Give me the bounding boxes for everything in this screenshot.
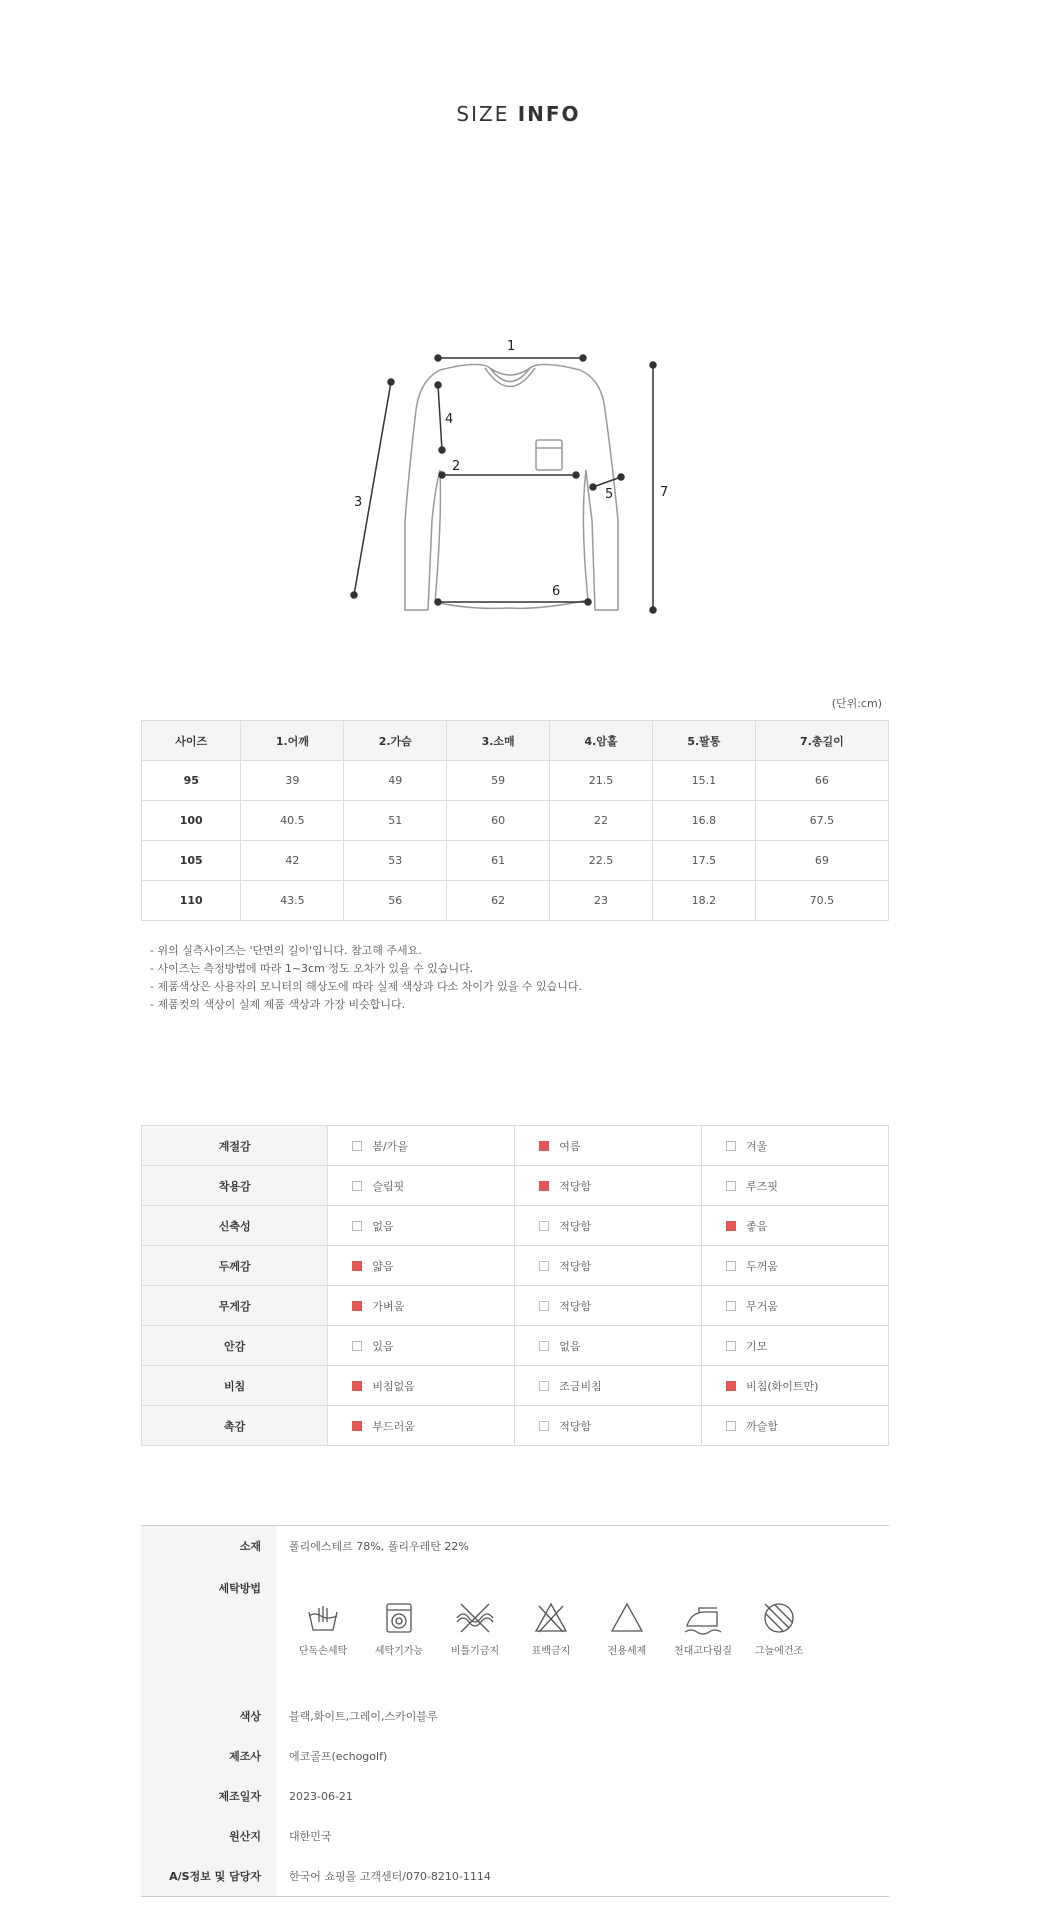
info-label: 세탁방법 — [141, 1566, 277, 1696]
feel-option-label: 적당함 — [559, 1179, 592, 1193]
info-row-as — [141, 1856, 889, 1896]
feel-option-label: 여름 — [559, 1139, 581, 1153]
info-row-material — [141, 1526, 889, 1566]
wash-item: 표백금지 — [513, 1600, 589, 1657]
size-cell: 110 — [142, 881, 241, 921]
unchecked-box-icon — [352, 1181, 362, 1191]
feel-option-label: 얇음 — [372, 1259, 394, 1273]
feel-option — [702, 1286, 889, 1326]
info-value: 에코골프(echogolf) — [289, 1750, 388, 1763]
unchecked-box-icon — [726, 1261, 736, 1271]
unchecked-box-icon — [352, 1141, 362, 1151]
table-row — [142, 1206, 889, 1246]
note-line: - 위의 실측사이즈는 '단면의 길이'입니다. 참고해 주세요. — [150, 944, 422, 957]
measure-cell: 70.5 — [755, 881, 888, 921]
hand-wash-icon — [305, 1600, 341, 1636]
size-table-header — [142, 721, 889, 761]
measure-cell: 23 — [550, 881, 653, 921]
unchecked-box-icon — [726, 1341, 736, 1351]
header-cell: 2.가슴 — [344, 721, 447, 761]
feel-label: 착용감 — [142, 1166, 328, 1206]
feel-option-label: 비침없음 — [372, 1379, 415, 1393]
feel-option-label: 조금비침 — [559, 1379, 602, 1393]
feel-option-label: 겨울 — [746, 1139, 768, 1153]
measure-cell: 16.8 — [652, 801, 755, 841]
header-cell: 3.소매 — [447, 721, 550, 761]
wash-item: 단독손세탁 — [285, 1600, 361, 1657]
measure-cell: 42 — [241, 841, 344, 881]
checked-box-icon — [726, 1381, 736, 1391]
garment-measurement-diagram — [340, 320, 680, 620]
feel-option-label: 적당함 — [559, 1219, 592, 1233]
feel-label: 계절감 — [142, 1126, 328, 1166]
unchecked-box-icon — [539, 1301, 549, 1311]
unchecked-box-icon — [539, 1221, 549, 1231]
diagram-label-1: 1 — [507, 339, 516, 354]
info-label: 색상 — [141, 1696, 277, 1736]
feel-option-label: 슬림핏 — [372, 1179, 405, 1193]
feel-option-label: 무거움 — [746, 1299, 778, 1313]
table-row — [142, 1246, 889, 1286]
feel-label: 무게감 — [142, 1286, 328, 1326]
info-row-maker — [141, 1736, 889, 1776]
wash-item: 그늘에건조 — [741, 1600, 817, 1657]
info-label: 원산지 — [141, 1816, 277, 1856]
feel-option — [328, 1326, 515, 1366]
table-row — [142, 1166, 889, 1206]
checked-box-icon — [352, 1261, 362, 1271]
info-label: 소재 — [141, 1526, 277, 1566]
note-line: - 제품색상은 사용자의 모니터의 해상도에 따라 실제 색상과 다소 차이가 있을 수 있습니다. — [150, 980, 582, 993]
diagram-label-7: 7 — [660, 485, 669, 500]
feel-option-label: 봄/가을 — [372, 1139, 408, 1153]
size-cell: 95 — [142, 761, 241, 801]
unchecked-box-icon — [352, 1341, 362, 1351]
size-cell: 105 — [142, 841, 241, 881]
unchecked-box-icon — [539, 1421, 549, 1431]
feel-table — [141, 1125, 889, 1446]
info-row-date — [141, 1776, 889, 1816]
feel-option — [702, 1366, 889, 1406]
table-row — [142, 881, 889, 921]
feel-label: 촉감 — [142, 1406, 328, 1446]
measure-cell: 39 — [241, 761, 344, 801]
info-row-wash — [141, 1566, 889, 1696]
unchecked-box-icon — [726, 1301, 736, 1311]
table-row — [142, 1366, 889, 1406]
measure-cell: 22.5 — [550, 841, 653, 881]
measure-cell: 40.5 — [241, 801, 344, 841]
header-cell: 7.총길이 — [755, 721, 888, 761]
header-cell: 1.어깨 — [241, 721, 344, 761]
measure-cell: 43.5 — [241, 881, 344, 921]
bleach-icon — [609, 1600, 645, 1636]
info-value: 블랙,화이트,그레이,스카이블루 — [289, 1710, 438, 1723]
info-value: 폴리에스테르 78%, 폴리우레탄 22% — [289, 1540, 469, 1553]
info-row-origin — [141, 1816, 889, 1856]
feel-option — [702, 1246, 889, 1286]
measure-cell: 15.1 — [652, 761, 755, 801]
wash-item: 전용세제 — [589, 1600, 665, 1657]
size-cell: 100 — [142, 801, 241, 841]
measure-cell: 61 — [447, 841, 550, 881]
unchecked-box-icon — [352, 1221, 362, 1231]
measure-cell: 18.2 — [652, 881, 755, 921]
no-bleach-icon — [533, 1600, 569, 1636]
wash-item: 세탁기가능 — [361, 1600, 437, 1657]
feel-option — [515, 1126, 702, 1166]
feel-option-label: 부드러움 — [372, 1419, 415, 1433]
info-value: 대한민국 — [289, 1830, 332, 1843]
unchecked-box-icon — [539, 1341, 549, 1351]
feel-option-label: 가벼움 — [372, 1299, 405, 1313]
washing-machine-icon — [381, 1600, 417, 1636]
feel-option-label: 없음 — [559, 1339, 581, 1353]
feel-option — [515, 1406, 702, 1446]
diagram-label-6: 6 — [552, 584, 561, 599]
unchecked-box-icon — [539, 1261, 549, 1271]
page-title: SIZE INFO — [456, 102, 581, 126]
feel-option-label: 루즈핏 — [746, 1179, 778, 1193]
feel-option — [328, 1406, 515, 1446]
measure-cell: 60 — [447, 801, 550, 841]
diagram-label-2: 2 — [452, 459, 461, 474]
feel-option-label: 비침(화이트만) — [746, 1379, 819, 1393]
checked-box-icon — [726, 1221, 736, 1231]
feel-option-label: 까슬함 — [746, 1419, 778, 1433]
feel-option — [515, 1286, 702, 1326]
unchecked-box-icon — [726, 1141, 736, 1151]
table-row — [142, 761, 889, 801]
measure-cell: 67.5 — [755, 801, 888, 841]
table-row — [142, 1406, 889, 1446]
measure-cell: 22 — [550, 801, 653, 841]
no-wring-icon — [455, 1600, 495, 1636]
wash-icons — [277, 1566, 817, 1657]
info-value: 2023-06-21 — [289, 1789, 353, 1803]
feel-option — [515, 1206, 702, 1246]
measure-cell: 49 — [344, 761, 447, 801]
feel-label: 두께감 — [142, 1246, 328, 1286]
feel-label: 비침 — [142, 1366, 328, 1406]
measure-cell: 21.5 — [550, 761, 653, 801]
checked-box-icon — [352, 1301, 362, 1311]
feel-option — [702, 1406, 889, 1446]
table-row — [142, 1326, 889, 1366]
feel-option — [328, 1126, 515, 1166]
table-row — [142, 1286, 889, 1326]
info-row-color — [141, 1696, 889, 1736]
diagram-label-4: 4 — [445, 412, 454, 427]
unit-label: (단위:cm) — [831, 697, 882, 710]
shade-dry-icon — [761, 1600, 797, 1636]
info-label: 제조사 — [141, 1736, 277, 1776]
feel-option-label: 두꺼움 — [746, 1259, 778, 1273]
feel-option — [702, 1166, 889, 1206]
info-value: 한국어 쇼핑몰 고객센터/070-8210-1114 — [289, 1870, 491, 1883]
feel-option — [702, 1326, 889, 1366]
measure-cell: 69 — [755, 841, 888, 881]
feel-option-label: 기모 — [746, 1339, 768, 1353]
checked-box-icon — [352, 1421, 362, 1431]
wash-item: 천대고다림질 — [665, 1600, 741, 1657]
diagram-label-3: 3 — [354, 495, 363, 510]
measure-cell: 59 — [447, 761, 550, 801]
info-label: 제조일자 — [141, 1776, 277, 1816]
feel-option — [328, 1246, 515, 1286]
feel-option — [515, 1326, 702, 1366]
measure-cell: 66 — [755, 761, 888, 801]
measure-cell: 51 — [344, 801, 447, 841]
unchecked-box-icon — [539, 1381, 549, 1391]
note-line: - 사이즈는 측정방법에 따라 1~3cm 정도 오차가 있을 수 있습니다. — [150, 962, 474, 975]
table-row — [142, 801, 889, 841]
feel-option-label: 있음 — [372, 1339, 394, 1353]
table-row — [142, 1126, 889, 1166]
checked-box-icon — [352, 1381, 362, 1391]
product-info — [141, 1525, 889, 1897]
feel-option-label: 없음 — [372, 1219, 394, 1233]
feel-option — [515, 1246, 702, 1286]
feel-option — [702, 1126, 889, 1166]
header-cell: 사이즈 — [142, 721, 241, 761]
feel-label: 안감 — [142, 1326, 328, 1366]
feel-option-label: 적당함 — [559, 1419, 592, 1433]
note-line: - 제품컷의 색상이 실제 제품 색상과 가장 비슷합니다. — [150, 998, 406, 1011]
feel-option-label: 적당함 — [559, 1299, 592, 1313]
wash-item: 비틀기금지 — [437, 1600, 513, 1657]
feel-option — [328, 1366, 515, 1406]
checked-box-icon — [539, 1181, 549, 1191]
measure-cell: 17.5 — [652, 841, 755, 881]
checked-box-icon — [539, 1141, 549, 1151]
info-label: A/S정보 및 담당자 — [141, 1856, 277, 1896]
table-row — [142, 841, 889, 881]
header-cell: 4.암홀 — [550, 721, 653, 761]
feel-option — [515, 1166, 702, 1206]
unchecked-box-icon — [726, 1421, 736, 1431]
feel-label: 신축성 — [142, 1206, 328, 1246]
diagram-label-5: 5 — [605, 487, 614, 502]
measure-cell: 56 — [344, 881, 447, 921]
feel-option — [702, 1206, 889, 1246]
header-cell: 5.팔통 — [652, 721, 755, 761]
measure-cell: 53 — [344, 841, 447, 881]
feel-option-label: 좋음 — [746, 1219, 768, 1233]
feel-option-label: 적당함 — [559, 1259, 592, 1273]
size-table — [141, 720, 889, 921]
measure-cell: 62 — [447, 881, 550, 921]
size-notes — [150, 942, 582, 1014]
feel-option — [328, 1166, 515, 1206]
feel-option — [328, 1206, 515, 1246]
feel-option — [328, 1286, 515, 1326]
unchecked-box-icon — [726, 1181, 736, 1191]
feel-option — [515, 1366, 702, 1406]
iron-icon — [683, 1600, 723, 1636]
